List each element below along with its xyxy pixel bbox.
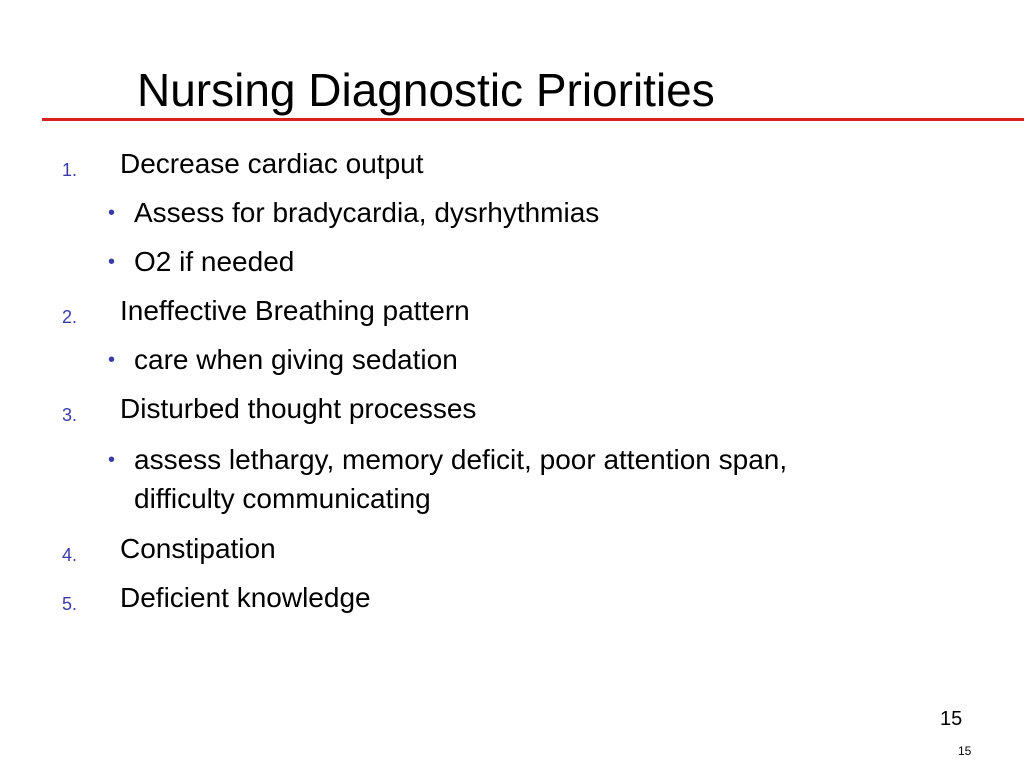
slide-title: Nursing Diagnostic Priorities: [137, 64, 715, 116]
sub-list-item: Assess for bradycardia, dysrhythmias: [134, 197, 600, 228]
footer-page-number: 15: [958, 744, 972, 758]
slide-page-number: 15: [940, 708, 963, 730]
list-item: Constipation: [120, 533, 276, 564]
sub-list-item-continuation: difficulty communicating: [134, 483, 431, 514]
list-item: Disturbed thought processes: [120, 393, 477, 424]
bullet: •: [108, 349, 116, 371]
list-item: Deficient knowledge: [120, 582, 371, 613]
list-number: 3.: [62, 405, 78, 425]
bullet: •: [108, 449, 116, 471]
title-underline: [42, 118, 1024, 121]
bullet: •: [108, 202, 116, 224]
sub-list-item: care when giving sedation: [134, 344, 458, 375]
list-number: 4.: [62, 545, 78, 565]
sub-list-item: O2 if needed: [134, 246, 295, 277]
list-number: 2.: [62, 307, 78, 327]
list-number: 5.: [62, 594, 78, 614]
sub-list-item: assess lethargy, memory deficit, poor attention span,: [134, 444, 788, 475]
bullet: •: [108, 251, 116, 273]
list-item: Ineffective Breathing pattern: [120, 295, 470, 326]
list-item: Decrease cardiac output: [120, 148, 424, 179]
list-number: 1.: [62, 160, 78, 180]
